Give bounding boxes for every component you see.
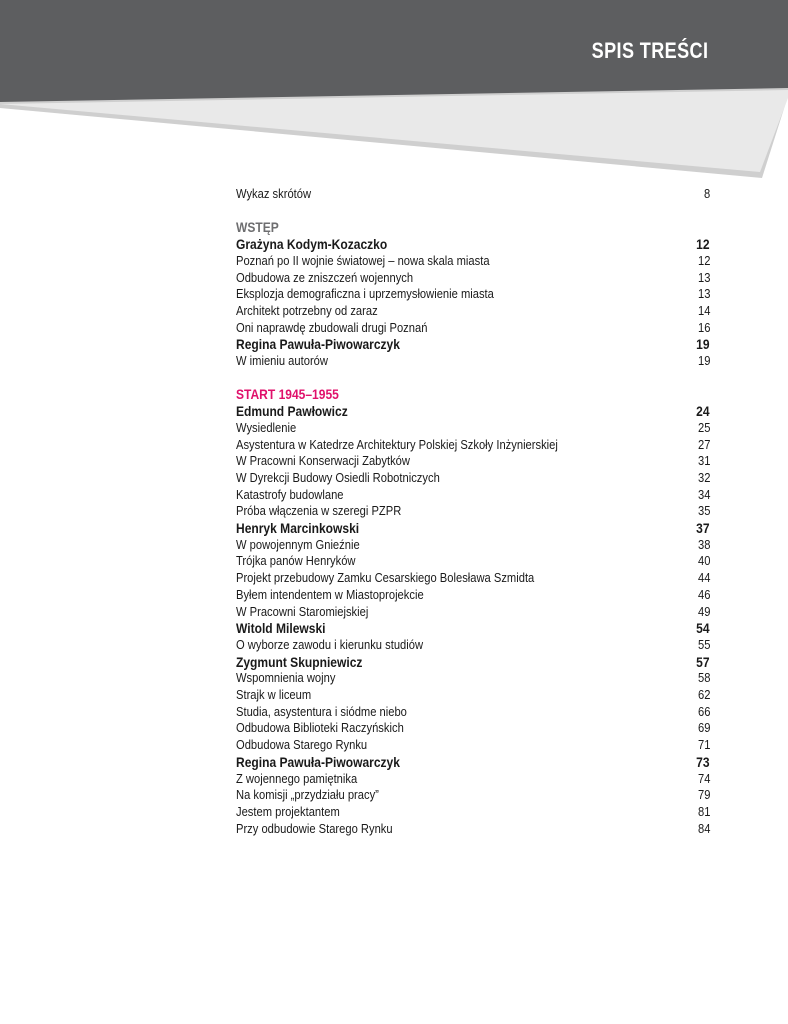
toc-author-row[interactable] [236, 654, 710, 671]
toc-page-number: 73 [696, 753, 710, 770]
toc-page-number: 19 [696, 336, 710, 353]
toc-page-number: 31 [697, 453, 710, 469]
toc-entry-row[interactable] [236, 737, 710, 754]
toc-entry-row[interactable] [236, 303, 710, 320]
toc-entry-row[interactable] [236, 320, 710, 337]
toc-title: W Dyrekcji Budowy Osiedli Robotniczych [236, 469, 440, 485]
toc-entry-row[interactable] [236, 537, 710, 554]
toc-title: Wykaz skrótów [236, 186, 312, 201]
toc-section-title: WSTĘP [236, 219, 279, 236]
toc-entry-row[interactable] [236, 687, 710, 704]
toc-entry-row[interactable] [236, 270, 710, 287]
header-band [0, 0, 788, 190]
toc-title: Próba włączenia w szeregi PZPR [236, 503, 402, 519]
toc-page-number: 8 [703, 186, 710, 201]
toc-page-number: 81 [697, 803, 710, 819]
toc-page-number: 12 [696, 236, 710, 253]
toc-page-number: 66 [697, 703, 710, 719]
toc-page-number: 27 [697, 436, 710, 452]
toc-page-number: 40 [697, 553, 710, 569]
toc-title: Henryk Marcinkowski [236, 520, 360, 537]
toc-page-number: 62 [697, 687, 710, 703]
toc-page-number: 44 [697, 570, 710, 586]
toc-entry-row[interactable] [236, 787, 710, 804]
toc-title: Eksplozja demograficzna i uprzemysłowienie miasta [236, 286, 494, 302]
toc-entry-row[interactable] [236, 437, 710, 454]
toc-page-number: 13 [697, 286, 710, 302]
toc-title: Grażyna Kodym-Kozaczko [236, 236, 388, 253]
toc-page-number: 19 [697, 353, 710, 369]
toc-page-number: 57 [696, 653, 710, 670]
toc-title: Katastrofy budowlane [236, 486, 344, 502]
page-title: SPIS TREŚCI [591, 38, 708, 63]
toc-title: Oni naprawdę zbudowali drugi Poznań [236, 319, 428, 335]
toc-page-number: 69 [697, 720, 710, 736]
toc-title: Asystentura w Katedrze Architektury Polskiej Szkoły Inżynierskiej [236, 436, 558, 452]
toc-page-number: 58 [697, 670, 710, 686]
toc-title: Na komisji „przydziału pracy” [236, 787, 379, 803]
header-fold [0, 90, 788, 172]
toc-author-row[interactable] [236, 403, 710, 420]
toc-page-number: 37 [696, 520, 710, 537]
toc-title: Z wojennego pamiętnika [236, 770, 358, 786]
toc-title: Byłem intendentem w Miastoprojekcie [236, 586, 424, 602]
toc-author-row[interactable] [236, 520, 710, 537]
toc-title: Edmund Pawłowicz [236, 403, 348, 420]
toc-entry-row[interactable] [236, 503, 710, 520]
toc-page-number: 79 [697, 787, 710, 803]
toc-entry-row[interactable] [236, 186, 710, 203]
toc-author-row[interactable] [236, 620, 710, 637]
toc-author-row[interactable] [236, 754, 710, 771]
toc-page-number: 54 [696, 620, 710, 637]
toc-page-number: 38 [697, 536, 710, 552]
toc-entry-row[interactable] [236, 286, 710, 303]
toc-entry-row[interactable] [236, 604, 710, 621]
toc-title: Odbudowa Biblioteki Raczyńskich [236, 720, 404, 736]
toc-page-number: 25 [697, 419, 710, 435]
toc-title: Zygmunt Skupniewicz [236, 653, 363, 670]
toc-page-number: 74 [697, 770, 710, 786]
toc-page-number: 24 [696, 403, 710, 420]
toc-entry-row[interactable] [236, 821, 710, 838]
toc-entry-row[interactable] [236, 637, 710, 654]
toc-title: Wspomnienia wojny [236, 670, 336, 686]
toc-page-number: 71 [697, 737, 710, 753]
toc-title: Trójka panów Henryków [236, 553, 356, 569]
toc-entry-row[interactable] [236, 420, 710, 437]
toc-title: Poznań po II wojnie światowej – nowa skala miasta [236, 252, 490, 268]
toc-entry-row[interactable] [236, 704, 710, 721]
toc-page-number: 12 [697, 252, 710, 268]
toc-page-number: 35 [697, 503, 710, 519]
toc-title: Odbudowa Starego Rynku [236, 737, 368, 753]
toc-entry-row[interactable] [236, 453, 710, 470]
toc-title: Witold Milewski [236, 620, 326, 637]
toc-page-number: 14 [697, 302, 710, 318]
toc-title: W imieniu autorów [236, 353, 328, 369]
toc-entry-row[interactable] [236, 804, 710, 821]
toc-title: Jestem projektantem [236, 803, 340, 819]
toc-entry-row[interactable] [236, 487, 710, 504]
toc-title: Studia, asystentura i siódme niebo [236, 703, 407, 719]
toc-title: W powojennym Gnieźnie [236, 536, 360, 552]
toc-entry-row[interactable] [236, 670, 710, 687]
toc-section-title: START 1945–1955 [236, 386, 339, 403]
toc-title: Odbudowa ze zniszczeń wojennych [236, 269, 414, 285]
toc-section-heading [236, 219, 710, 236]
toc-page-number: 34 [697, 486, 710, 502]
toc-title: O wyborze zawodu i kierunku studiów [236, 636, 424, 652]
toc-section-heading [236, 386, 710, 403]
toc-title: Architekt potrzebny od zaraz [236, 302, 378, 318]
toc-title: W Pracowni Staromiejskiej [236, 603, 369, 619]
toc-title: Regina Pawuła-Piwowarczyk [236, 753, 400, 770]
toc-page-number: 46 [697, 586, 710, 602]
toc-author-row[interactable] [236, 336, 710, 353]
toc-title: Przy odbudowie Starego Rynku [236, 820, 393, 836]
toc-entry-row[interactable] [236, 771, 710, 788]
toc-page-number: 49 [697, 603, 710, 619]
toc-entry-row[interactable] [236, 553, 710, 570]
toc-entry-row[interactable] [236, 570, 710, 587]
toc-page-number: 32 [697, 469, 710, 485]
toc-title: Strajk w liceum [236, 687, 312, 703]
toc-title: Projekt przebudowy Zamku Cesarskiego Bolesława Szmidta [236, 570, 535, 586]
toc-page-number: 55 [697, 636, 710, 652]
toc-entry-row[interactable] [236, 720, 710, 737]
toc-page-number: 84 [697, 820, 710, 836]
toc-page-number: 13 [697, 269, 710, 285]
toc-title: Wysiedlenie [236, 419, 297, 435]
toc-author-row[interactable] [236, 236, 710, 253]
toc-page-number: 16 [697, 319, 710, 335]
toc-title: Regina Pawuła-Piwowarczyk [236, 336, 400, 353]
table-of-contents [236, 186, 710, 837]
toc-title: W Pracowni Konserwacji Zabytków [236, 453, 410, 469]
toc-entry-row[interactable] [236, 470, 710, 487]
toc-entry-row[interactable] [236, 587, 710, 604]
toc-entry-row[interactable] [236, 353, 710, 370]
toc-entry-row[interactable] [236, 253, 710, 270]
